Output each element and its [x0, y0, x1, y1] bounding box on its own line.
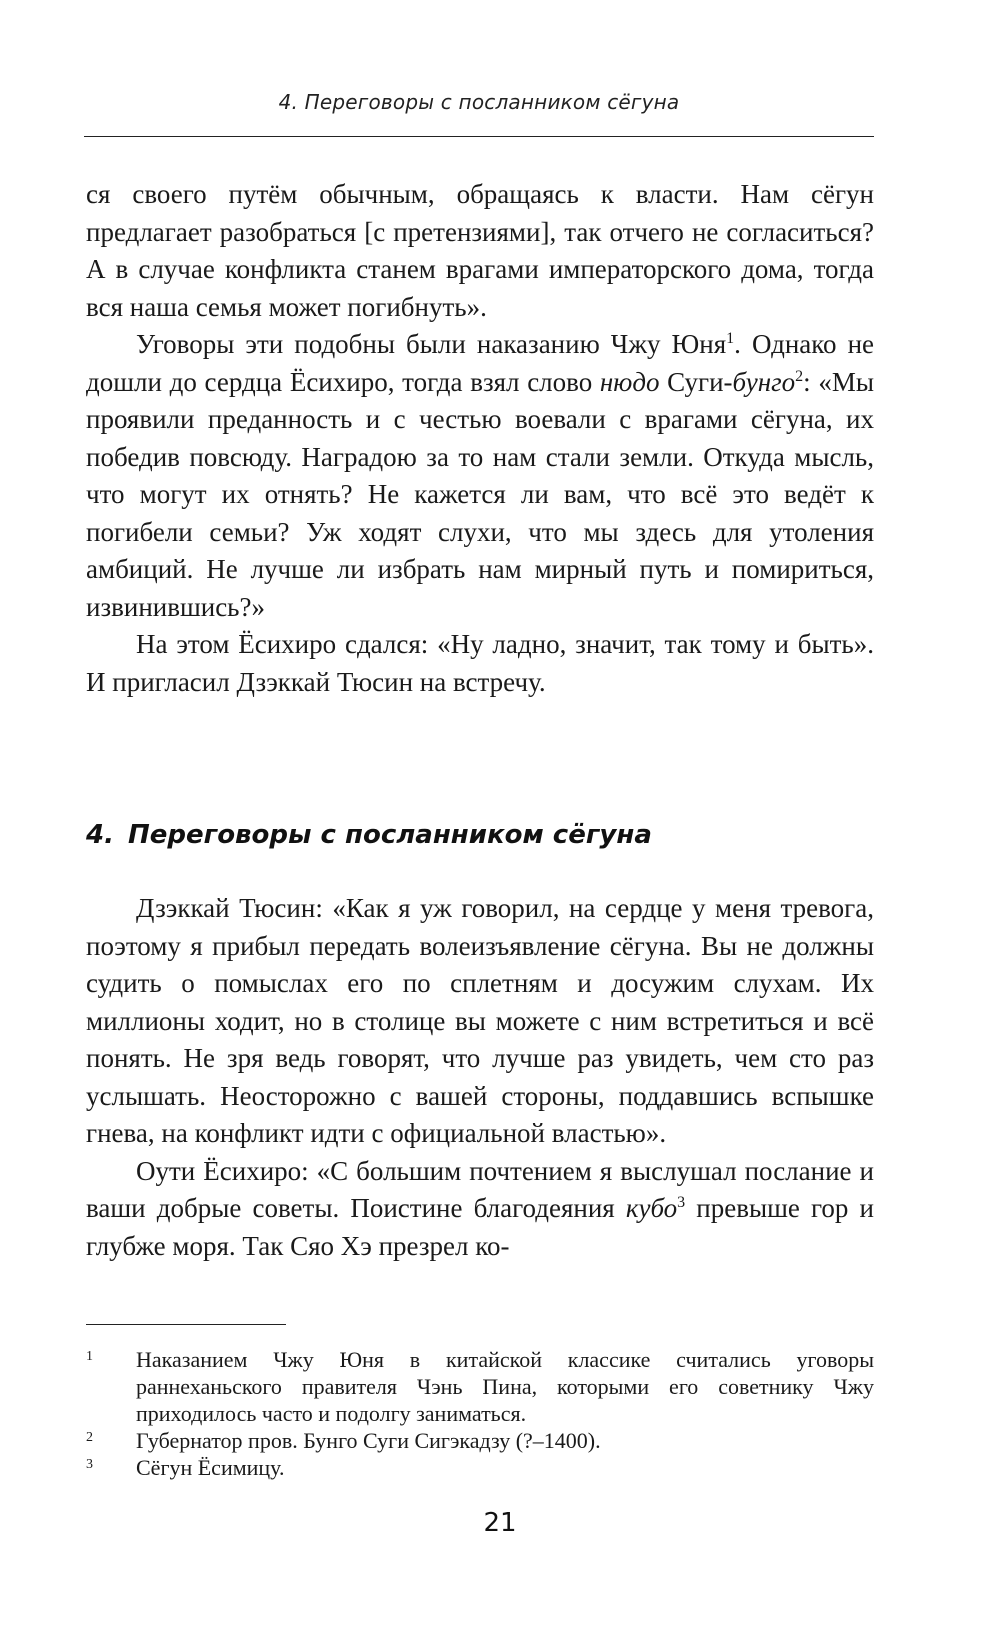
footnote-text: Сёгун Ёсимицу. [136, 1455, 285, 1480]
term-kubo: кубо [625, 1193, 678, 1223]
footnote-divider [86, 1324, 286, 1325]
paragraph-surrender: На этом Ёсихиро сдался: «Ну ладно, значит, так тому и быть». И пригласил Дзэккай Тюсин на встречу. [86, 629, 874, 697]
term-bungo: бунго [732, 366, 796, 397]
section-title: Переговоры с посланником сёгуна [127, 820, 652, 850]
footnote-mark: 3 [86, 1457, 93, 1472]
paragraph-persuasion: Уговоры эти подобны были наказанию Чжу Юня$^1$. Однако не дошли до сердца Ёсихиро, тогда взял слово нюдо Суги-бунго$^2$: «Мы проявили преданность и с честью воевали с врагами сёгуна, их победив повсюду. Наградою за то нам стали земли. Откуда мысль, что могут их отнять? Не кажется ли вам, что всё это ведёт к погибели семьи? Уж ходят слухи, что мы здесь для утоления амбиций. Не лучше ли избрать нам мирный путь и помириться, извинившись?» [86, 329, 875, 622]
paragraph-ouchi-reply: Оути Ёсихиро: «С большим почтением я выслушал послание и ваши добрые советы. Поистине благодеяния кубо$^3$ превыше гор и глубже моря. Так Сяо Хэ презрел ко- [86, 1155, 875, 1261]
footnote-ref-2: 2 [795, 367, 804, 385]
running-header-text: 4. Переговоры с посланником сёгуна [278, 90, 680, 114]
footnote-mark: 1 [86, 1349, 93, 1364]
footnote-text: Наказанием Чжу Юня в китайской классике считались уговоры раннеханьского правителя Чэнь Пина, которыми его советнику Чжу приходилось часто и подолгу заниматься. [136, 1347, 874, 1426]
page-number: 21 [483, 1508, 517, 1538]
paragraph-continued: ся своего путём обычным, обращаясь к власти. Нам сёгун предлагает разобраться [с претензиями], так отчего не согласиться? А в случае конфликта станем врагами императорского дома, тогда вся наша семья может погибнуть». [86, 179, 874, 322]
body-text-bottom [86, 890, 874, 1265]
footnote-3 [86, 1454, 874, 1481]
footnote-2 [86, 1427, 874, 1454]
footnote-1 [86, 1346, 874, 1427]
section-heading [86, 820, 874, 850]
footnote-text: Губернатор пров. Бунго Суги Сигэкадзу (?–1400). [136, 1428, 601, 1453]
footnote-ref-1: 1 [726, 330, 735, 347]
section-number: 4. [86, 820, 114, 850]
body-text-top [86, 176, 874, 701]
paragraph-envoy-speech: Дзэккай Тюсин: «Как я уж говорил, на сердце у меня тревога, поэтому я прибыл передать волеизъявление сёгуна. Вы не должны судить о помыслах его по сплетням и досужим слухам. Их миллионы ходит, но в столице вы можете с ним встретиться и всё понять. Не зря ведь говорят, что лучше раз увидеть, чем сто раз услышать. Неосторожно с вашей стороны, поддавшись вспышке гнева, на конфликт идти с официальной властью». [86, 893, 874, 1148]
footnotes [86, 1346, 874, 1481]
footnote-mark: 2 [86, 1430, 93, 1445]
footnote-ref-3: 3 [677, 1194, 686, 1211]
term-nyudo: нюдо [599, 366, 660, 397]
running-header [84, 90, 874, 137]
